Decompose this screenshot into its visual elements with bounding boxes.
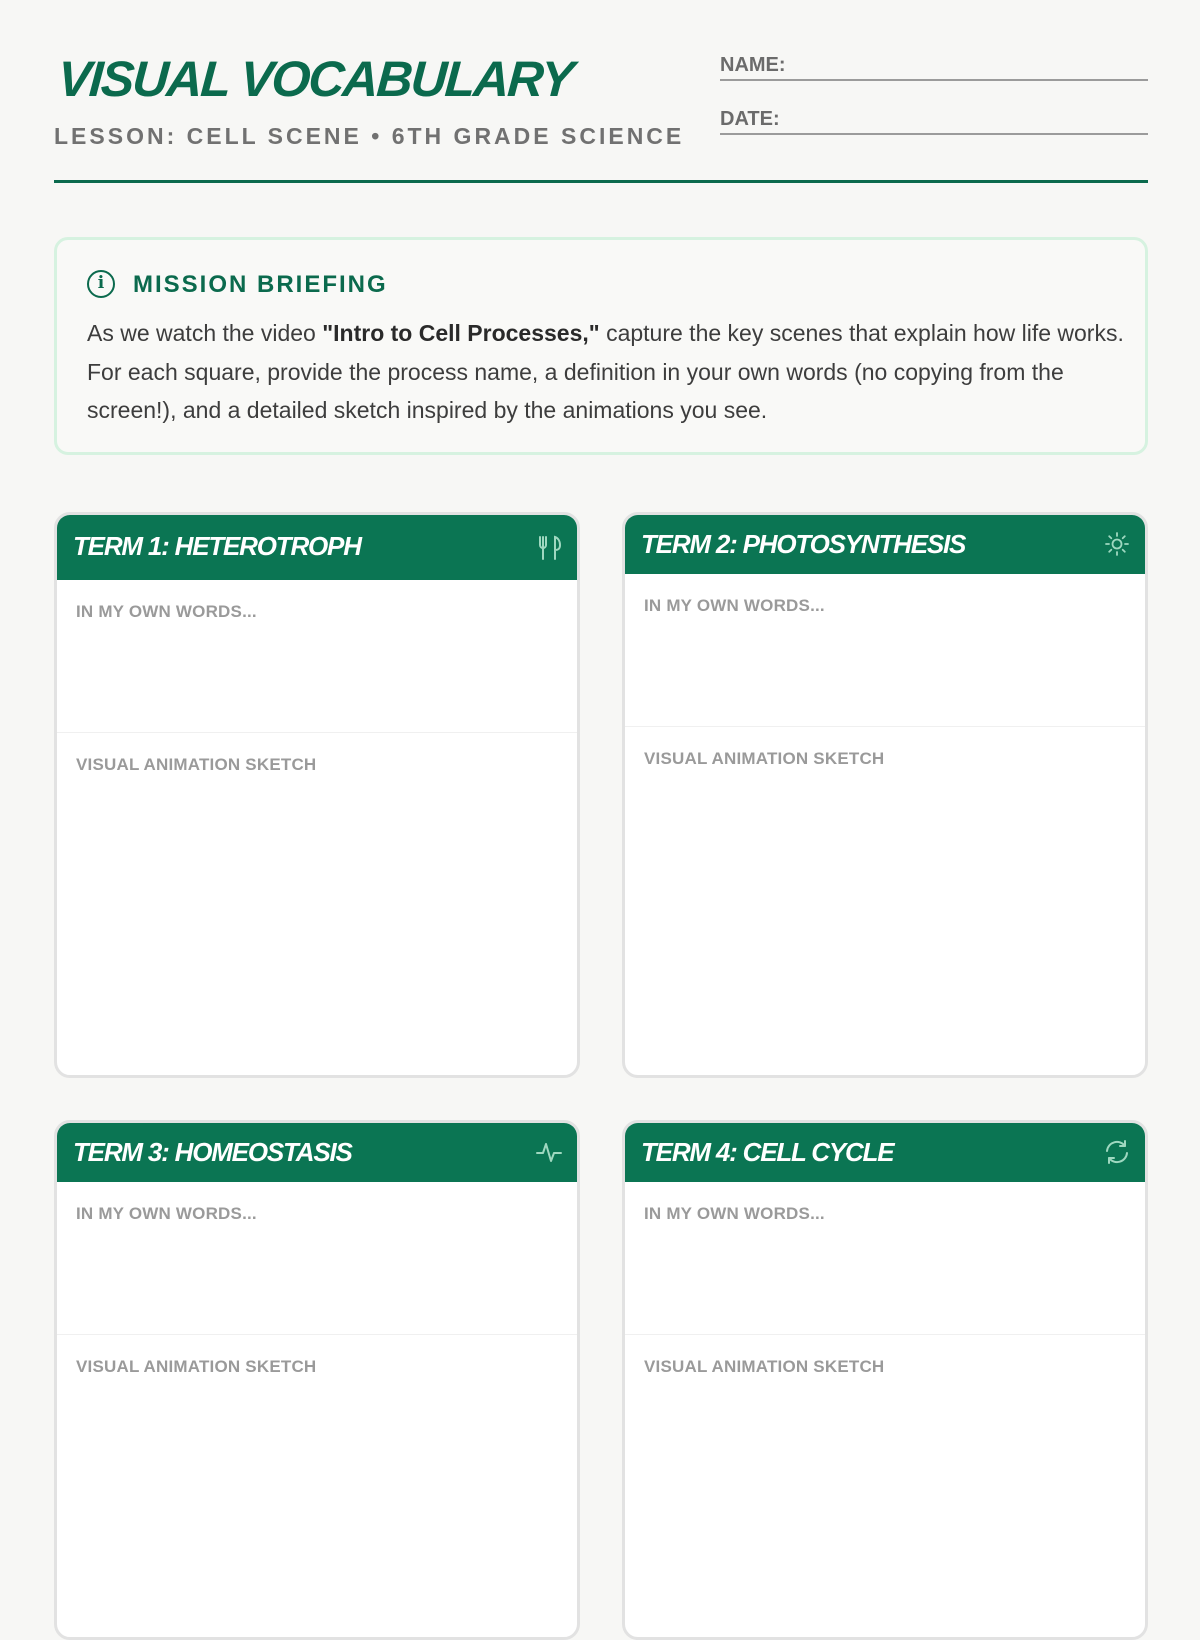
- own-words-area[interactable]: [57, 580, 577, 733]
- term-title: TERM 3: HOMEOSTASIS: [73, 1137, 352, 1167]
- header-divider: [54, 180, 1148, 183]
- utensils-icon: [535, 533, 563, 561]
- sketch-area[interactable]: [57, 1335, 577, 1635]
- mission-briefing: [54, 237, 1148, 455]
- own-words-area[interactable]: [57, 1182, 577, 1335]
- sketch-area[interactable]: [625, 1335, 1145, 1635]
- term-card-3: [54, 1120, 580, 1640]
- term-card-1: [54, 512, 580, 1078]
- name-line: [720, 79, 1148, 81]
- own-words-area[interactable]: [625, 1182, 1145, 1335]
- own-words-label: IN MY OWN WORDS...: [644, 596, 825, 615]
- sketch-label: VISUAL ANIMATION SKETCH: [76, 755, 317, 774]
- own-words-label: IN MY OWN WORDS...: [76, 602, 257, 621]
- own-words-area[interactable]: [625, 574, 1145, 727]
- term-title: TERM 1: HETEROTROPH: [73, 531, 361, 561]
- lesson-subtitle: LESSON: CELL SCENE • 6TH GRADE SCIENCE: [54, 123, 685, 149]
- term-card-2: [622, 512, 1148, 1078]
- term-header: [625, 1123, 1145, 1182]
- term-header: [57, 515, 577, 580]
- own-words-label: IN MY OWN WORDS...: [644, 1204, 825, 1223]
- term-card-4: [622, 1120, 1148, 1640]
- sketch-area[interactable]: [625, 727, 1145, 1027]
- briefing-text: [87, 314, 1127, 430]
- date-label: DATE:: [720, 108, 780, 130]
- term-header: [625, 515, 1145, 574]
- date-line: [720, 133, 1148, 135]
- pulse-icon: [535, 1138, 563, 1166]
- sketch-label: VISUAL ANIMATION SKETCH: [76, 1357, 317, 1376]
- term-title: TERM 4: CELL CYCLE: [641, 1137, 894, 1167]
- sketch-label: VISUAL ANIMATION SKETCH: [644, 749, 885, 768]
- briefing-text-start: As we watch the video: [87, 320, 323, 346]
- video-title: "Intro to Cell Processes,": [322, 320, 600, 346]
- worksheet-page: [54, 0, 1148, 1600]
- name-label: NAME:: [720, 54, 786, 76]
- date-field[interactable]: [720, 108, 1148, 131]
- cycle-icon: [1103, 1138, 1131, 1166]
- info-icon: i: [87, 270, 115, 298]
- briefing-title: MISSION BRIEFING: [133, 271, 388, 298]
- sketch-area[interactable]: [57, 733, 577, 1033]
- sun-icon: [1103, 530, 1131, 558]
- term-title: TERM 2: PHOTOSYNTHESIS: [641, 529, 966, 559]
- name-field[interactable]: [720, 54, 1148, 77]
- briefing-text-end: capture the key scenes that explain how life works. For each square, provide the process name, a definition in your own words (no copying from the screen!), and a detailed sketch inspired by the animations you see.: [87, 320, 1124, 423]
- term-header: [57, 1123, 577, 1182]
- own-words-label: IN MY OWN WORDS...: [76, 1204, 257, 1223]
- sketch-label: VISUAL ANIMATION SKETCH: [644, 1357, 885, 1376]
- page-title: VISUAL VOCABULARY: [56, 51, 575, 107]
